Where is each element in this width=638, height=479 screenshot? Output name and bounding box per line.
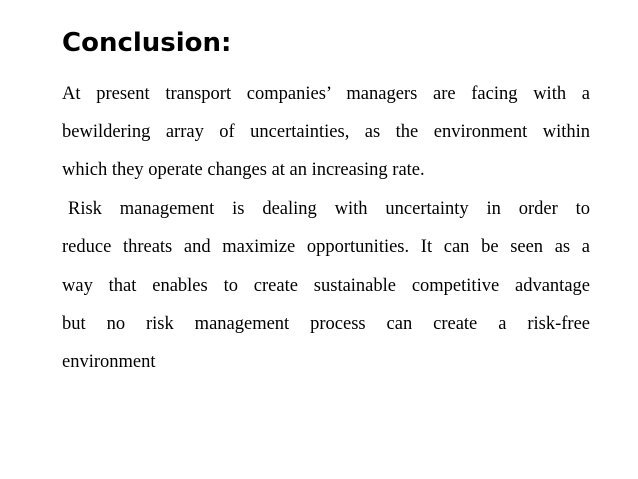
slide-title: Conclusion: [62,28,232,58]
paragraph-2-line-2: reduce threats and maximize opportunities. It can be seen as a [62,237,590,257]
paragraph-2-line-4: but no risk management process can create a risk-free [62,314,590,334]
paragraph-2-line-1: Risk management is dealing with uncertainty in order to [68,199,590,219]
paragraph-1-line-1: At present transport companies’ managers are facing with a [62,84,590,104]
paragraph-1-line-2: bewildering array of uncertainties, as the environment within [62,122,590,142]
paragraph-2-line-5: environment [62,352,156,372]
paragraph-1-line-3: which they operate changes at an increasing rate. [62,160,425,180]
paragraph-2-line-3: way that enables to create sustainable competitive advantage [62,276,590,296]
